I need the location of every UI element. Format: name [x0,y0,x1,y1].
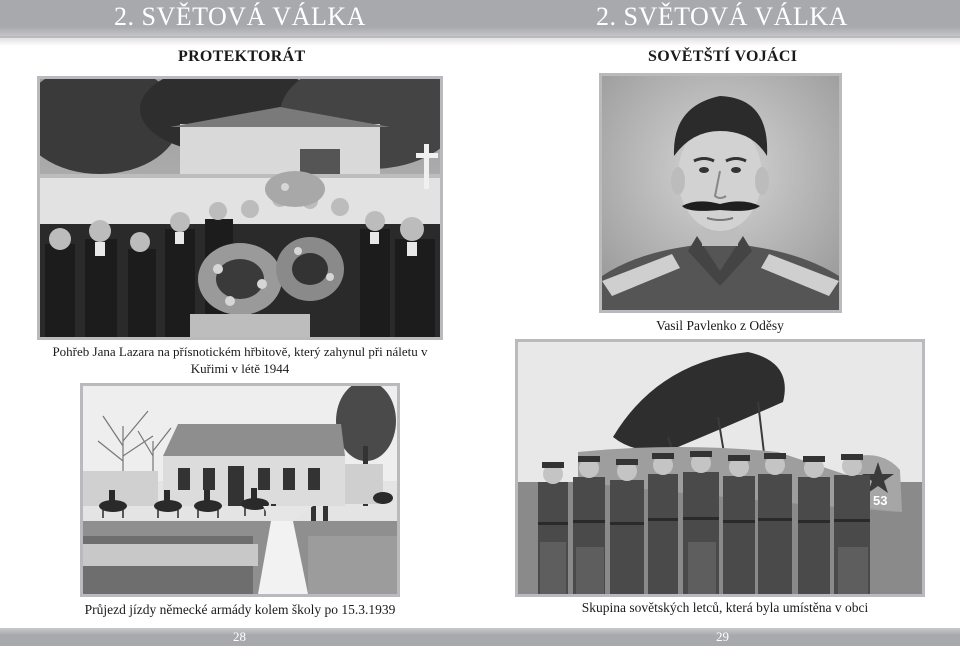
airmen-photo-caption: Skupina sovětských letců, která byla umístěna v obci [581,600,869,615]
page-number: 29 [716,629,729,644]
funeral-photo-image [40,79,440,337]
chapter-title: 2. SVĚTOVÁ VÁLKA [596,2,848,31]
section-title: SOVĚTŠTÍ VOJÁCI [648,48,798,65]
aircraft-marking: 53 [873,493,888,508]
funeral-photo-caption: Pohřeb Jana Lazara na přísnotickém hřbitově, který zahynul při náletu v Kuřimi v létě 1944 [52,344,428,376]
chapter-title: 2. SVĚTOVÁ VÁLKA [114,2,366,31]
photo-airmen [515,339,925,597]
portrait-photo-caption: Vasil Pavlenko z Oděsy [656,318,784,333]
photo-funeral [37,76,443,340]
school-photo-caption: Průjezd jízdy německé armády kolem školy po 15.3.1939 [84,602,396,617]
section-title: PROTEKTORÁT [178,48,306,65]
page-number: 28 [233,629,246,644]
photo-portrait [599,73,842,313]
airmen-photo-image [518,342,922,594]
school-photo-image [83,386,397,594]
portrait-photo-image [602,76,839,310]
photo-school [80,383,400,597]
right-page [480,0,960,646]
